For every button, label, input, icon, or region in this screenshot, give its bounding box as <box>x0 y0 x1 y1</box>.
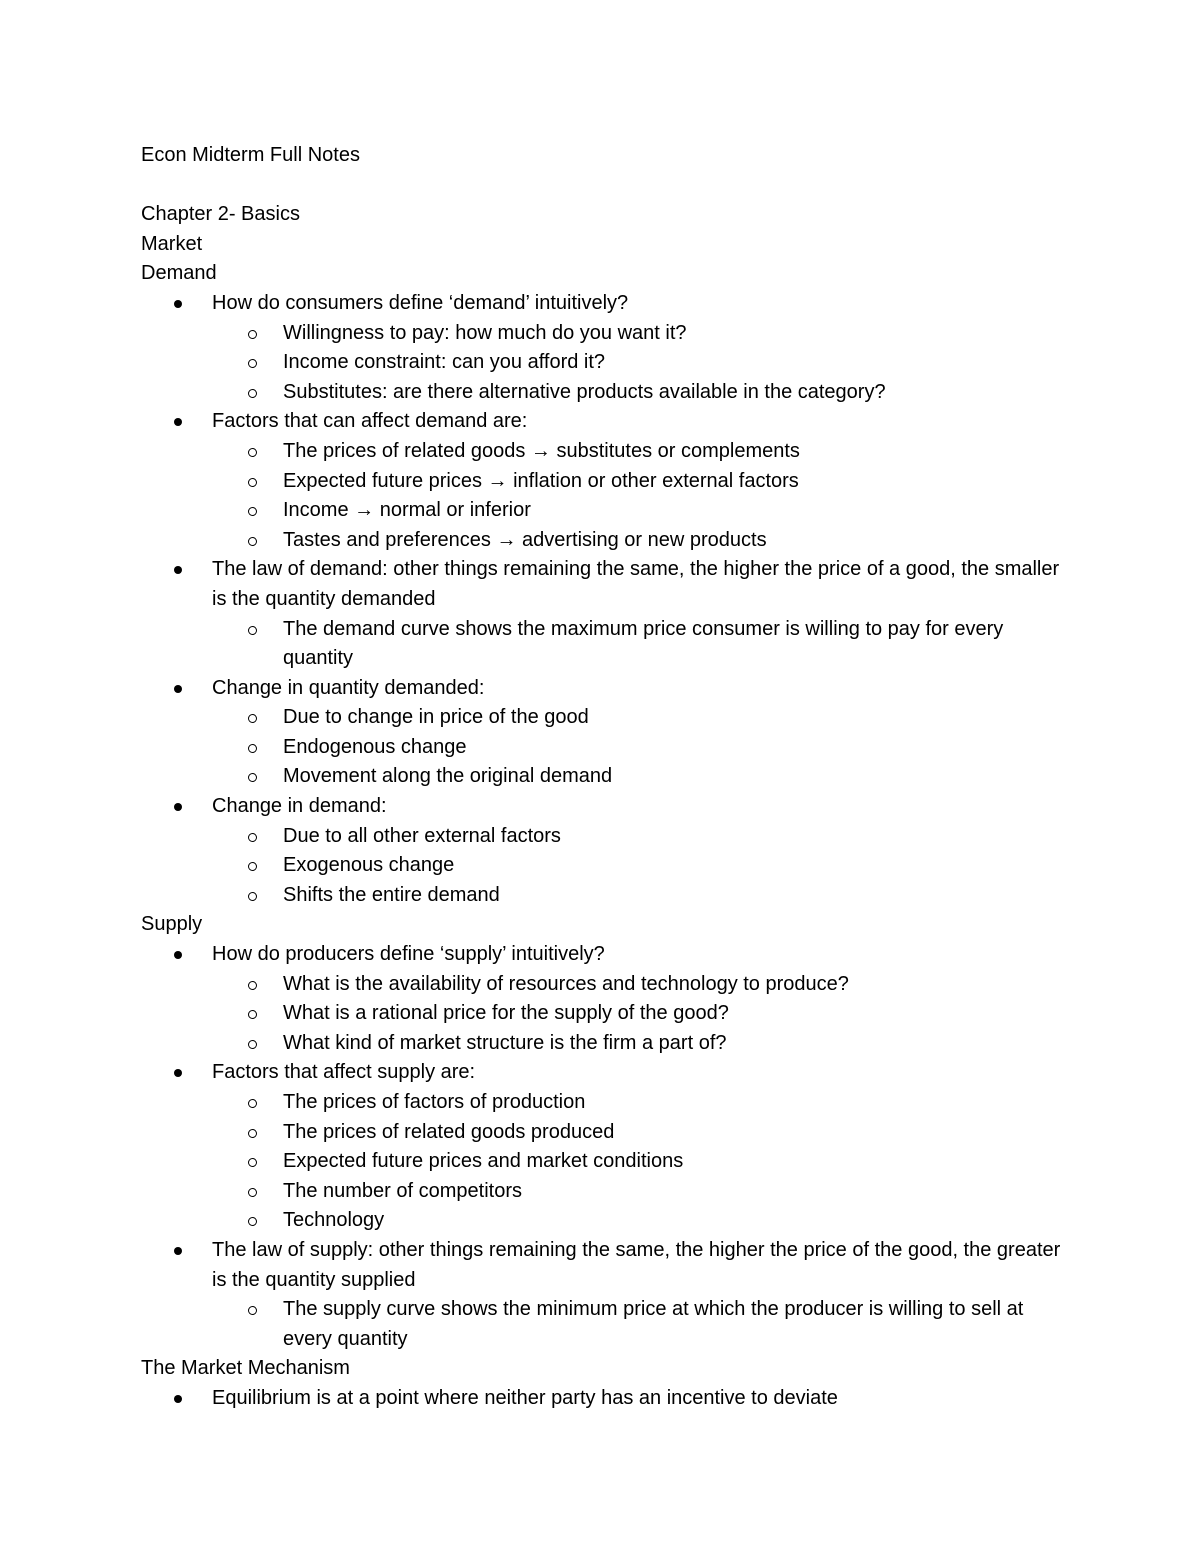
hollow-circle-icon <box>248 1306 257 1315</box>
bullet-list <box>141 1384 1071 1414</box>
bullet-item <box>141 1058 1071 1236</box>
sub-bullet-text: Technology <box>283 1209 385 1232</box>
sub-bullet-list <box>212 970 1071 1059</box>
sub-bullet-text: The prices of related goods produced <box>283 1120 615 1143</box>
hollow-circle-icon <box>248 862 257 871</box>
hollow-circle-icon <box>248 744 257 753</box>
section <box>141 1354 1071 1413</box>
hollow-circle-icon <box>248 833 257 842</box>
sub-bullet-item <box>212 1118 1071 1148</box>
bullet-icon <box>174 1069 182 1077</box>
sub-bullet-item <box>212 762 1071 792</box>
sub-bullet-item <box>212 1147 1071 1177</box>
hollow-circle-icon <box>248 1040 257 1049</box>
hollow-circle-icon <box>248 626 257 635</box>
bullet-icon <box>174 566 182 574</box>
blank-line <box>141 171 1071 201</box>
hollow-circle-icon <box>248 714 257 723</box>
hollow-circle-icon <box>248 359 257 368</box>
hollow-circle-icon <box>248 330 257 339</box>
bullet-item <box>141 674 1071 792</box>
bullet-icon <box>174 951 182 959</box>
sub-bullet-text: Endogenous change <box>283 735 467 758</box>
hollow-circle-icon <box>248 478 257 487</box>
hollow-circle-icon <box>248 892 257 901</box>
sub-bullet-text: Income → normal or inferior <box>283 499 531 522</box>
bullet-text: Change in demand: <box>212 795 387 818</box>
sub-bullet-item <box>212 999 1071 1029</box>
bullet-item <box>141 792 1071 910</box>
sub-bullet-list <box>212 1295 1071 1354</box>
sub-bullet-list <box>212 1088 1071 1236</box>
hollow-circle-icon <box>248 537 257 546</box>
hollow-circle-icon <box>248 981 257 990</box>
sub-bullet-list <box>212 319 1071 408</box>
hollow-circle-icon <box>248 389 257 398</box>
bullet-icon <box>174 300 182 308</box>
sub-bullet-item <box>212 881 1071 911</box>
sub-bullet-item <box>212 437 1071 467</box>
sub-bullet-item <box>212 1295 1071 1354</box>
bullet-item <box>141 289 1071 407</box>
sub-bullet-text: Shifts the entire demand <box>283 883 500 906</box>
hollow-circle-icon <box>248 773 257 782</box>
document-title: Econ Midterm Full Notes <box>141 144 360 166</box>
hollow-circle-icon <box>248 1188 257 1197</box>
bullet-text: Equilibrium is at a point where neither party has an incentive to deviate <box>212 1386 838 1409</box>
sub-bullet-text: The demand curve shows the maximum price consumer is willing to pay for every quantity <box>283 617 1004 670</box>
bullet-icon <box>174 1395 182 1403</box>
sub-bullet-text: Income constraint: can you afford it? <box>283 351 606 374</box>
bullet-item <box>141 555 1071 673</box>
document-body <box>141 141 1071 1414</box>
sub-bullet-text: Due to all other external factors <box>283 824 561 847</box>
sub-bullet-item <box>212 822 1071 852</box>
sub-bullet-item <box>212 1177 1071 1207</box>
bullet-list <box>141 289 1071 910</box>
sub-bullet-list <box>212 437 1071 555</box>
section <box>141 910 1071 1354</box>
sub-bullet-item <box>212 467 1071 497</box>
bullet-item <box>141 407 1071 555</box>
sub-bullet-item <box>212 496 1071 526</box>
sub-bullet-text: Tastes and preferences → advertising or new products <box>283 528 767 551</box>
bullet-text: The law of supply: other things remaining the same, the higher the price of the good, the greater is the quantity supplied <box>212 1238 1061 1291</box>
sub-bullet-item <box>212 970 1071 1000</box>
hollow-circle-icon <box>248 1099 257 1108</box>
sub-bullet-item <box>212 733 1071 763</box>
hollow-circle-icon <box>248 1010 257 1019</box>
bullet-icon <box>174 803 182 811</box>
market-heading: Market <box>141 232 203 255</box>
sub-bullet-item <box>212 615 1071 674</box>
bullet-item <box>141 1236 1071 1354</box>
sub-bullet-item <box>212 526 1071 556</box>
bullet-text: Change in quantity demanded: <box>212 676 485 699</box>
sub-bullet-list <box>212 615 1071 674</box>
hollow-circle-icon <box>248 448 257 457</box>
bullet-text: The law of demand: other things remaining the same, the higher the price of a good, the smaller is the quantity demanded <box>212 558 1060 610</box>
sub-bullet-item <box>212 1088 1071 1118</box>
bullet-icon <box>174 1247 182 1255</box>
bullet-list <box>141 940 1071 1354</box>
sub-bullet-text: Expected future prices → inflation or other external factors <box>283 469 799 492</box>
hollow-circle-icon <box>248 507 257 516</box>
sub-bullet-text: Expected future prices and market conditions <box>283 1150 684 1173</box>
sub-bullet-item <box>212 348 1071 378</box>
chapter-heading: Chapter 2- Basics <box>141 203 300 226</box>
sub-bullet-item <box>212 703 1071 733</box>
hollow-circle-icon <box>248 1158 257 1167</box>
sub-bullet-text: Substitutes: are there alternative products available in the category? <box>283 380 886 403</box>
bullet-text: Factors that affect supply are: <box>212 1061 476 1084</box>
sub-bullet-list <box>212 822 1071 911</box>
bullet-text: How do consumers define ‘demand’ intuitively? <box>212 291 629 314</box>
section-heading: Demand <box>141 262 217 285</box>
sub-bullet-list <box>212 703 1071 792</box>
sub-bullet-text: What is the availability of resources and technology to produce? <box>283 972 849 995</box>
bullet-text: Factors that can affect demand are: <box>212 410 528 433</box>
section <box>141 259 1071 910</box>
sub-bullet-text: Movement along the original demand <box>283 765 613 788</box>
sub-bullet-text: Willingness to pay: how much do you want it? <box>283 321 687 344</box>
sub-bullet-text: The prices of related goods → substitutes or complements <box>283 439 800 462</box>
hollow-circle-icon <box>248 1217 257 1226</box>
sub-bullet-item <box>212 319 1071 349</box>
section-heading: The Market Mechanism <box>141 1357 350 1380</box>
bullet-icon <box>174 418 182 426</box>
sub-bullet-text: Due to change in price of the good <box>283 706 589 729</box>
bullet-item <box>141 1384 1071 1414</box>
sub-bullet-item <box>212 851 1071 881</box>
sub-bullet-item <box>212 1206 1071 1236</box>
section-heading: Supply <box>141 913 203 936</box>
sub-bullet-text: What kind of market structure is the firm a part of? <box>283 1031 727 1054</box>
sub-bullet-item <box>212 1029 1071 1059</box>
bullet-icon <box>174 685 182 693</box>
bullet-text: How do producers define ‘supply’ intuitively? <box>212 943 605 966</box>
sub-bullet-text: Exogenous change <box>283 854 455 877</box>
sub-bullet-text: The prices of factors of production <box>283 1091 586 1113</box>
hollow-circle-icon <box>248 1129 257 1138</box>
sub-bullet-text: The number of competitors <box>283 1179 522 1202</box>
bullet-item <box>141 940 1071 1058</box>
sections-container <box>141 259 1071 1413</box>
sub-bullet-text: The supply curve shows the minimum price at which the producer is willing to sell at every quantity <box>283 1298 1024 1350</box>
sub-bullet-text: What is a rational price for the supply of the good? <box>283 1002 729 1025</box>
sub-bullet-item <box>212 378 1071 408</box>
